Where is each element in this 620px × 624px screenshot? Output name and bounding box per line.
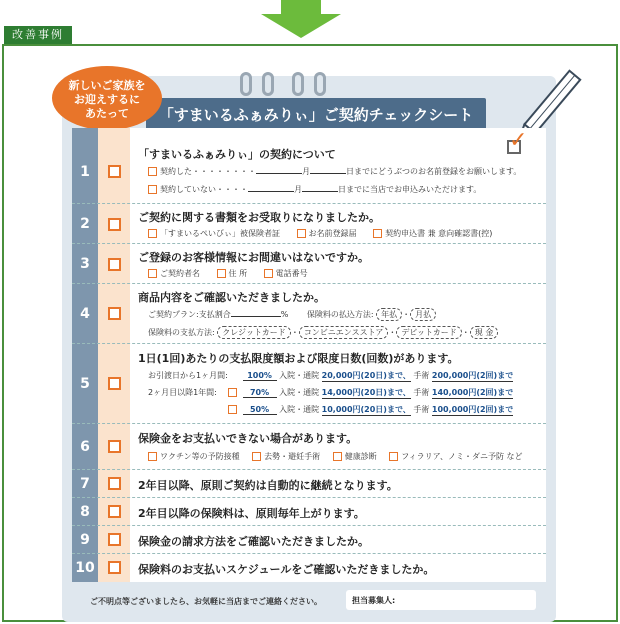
limit-line: 50% 入院・通院 10,000円(20日)まで、 手術 100,000円(2回)まで	[148, 404, 513, 416]
binder-ring	[262, 72, 274, 96]
limit-line: お引渡日から1ヶ月間: 100% 入院・通院 20,000円(20日)まで、 手術 200,000円(2回)まで	[148, 371, 514, 380]
checklist-row: 9 保険金の請求方法をご確認いただきましたか。	[72, 526, 546, 554]
checklist-row: 4 商品内容をご確認いただきましたか。 ご契約プラン:支払割合 % 保険料の払込方法: 年払 ・ 月払 保険料の支払方法: クレジットカード ・ コンビニエンスストア ・ デビットカード ・ 現 金	[72, 284, 546, 344]
row-checkbox[interactable]	[108, 165, 121, 178]
checklist-row: 3 ご登録のお客様情報にお間違いはないですか。 ご契約者名 住 所 電話番号	[72, 244, 546, 284]
option-line: 契約した・・・・・・・・ 月 日までにどうぶつのお名前登録をお願いします。	[148, 166, 521, 177]
new-family-badge: 新しいご家族を お迎えするに あたって	[52, 66, 162, 130]
row-checkbox[interactable]	[108, 377, 121, 390]
option-checkbox[interactable]	[148, 167, 157, 176]
checklist-row: 6 保険金をお支払いできない場合があります。 ワクチン等の予防接種 去勢・避妊手術 健康診断 フィラリア、ノミ・ダニ予防 など	[72, 424, 546, 470]
limit-line: 2ヶ月目以降1年間: 70% 入院・通院 14,000円(20日)まで、 手術 140,000円(2回)まで	[148, 388, 514, 397]
row-checkbox[interactable]	[108, 477, 121, 490]
row-checkbox[interactable]	[108, 258, 121, 271]
row-checkbox[interactable]	[108, 505, 121, 518]
checkmark-icon: ✓	[509, 128, 528, 153]
down-arrow-icon	[251, 0, 351, 38]
checklist-row: 2 ご契約に関する書類をお受取りになりましたか。 「すまいるぺいびぃ」被保険者証 お名前登録届 契約申込書 兼 意向確認書(控)	[72, 204, 546, 244]
row-checkbox[interactable]	[108, 307, 121, 320]
option-line: ご契約者名 住 所 電話番号	[148, 268, 308, 279]
staff-signature-field[interactable]: 担当募集人:	[346, 590, 536, 610]
option-line: 契約していない・・・・ 月 日までに当店でお申込みいただけます。	[148, 184, 481, 195]
binder-ring	[314, 72, 326, 96]
plan-line: ご契約プラン:支払割合 % 保険料の払込方法: 年払 ・ 月払	[148, 308, 436, 321]
row-checkbox[interactable]	[108, 440, 121, 453]
section-tag: 改善事例	[4, 26, 72, 44]
checklist-row: 5 1日(1回)あたりの支払限度額および限度日数(回数)があります。 お引渡日から1ヶ月間: 100% 入院・通院 20,000円(20日)まで、 手術 200,000円(2回)まで 2ヶ月目以降1年間: 70% 入院・通院 14,000円(20日)まで、 手術 140,000円(2回)まで 50% 入院・通院 10,000円(20日)まで、 手術 100,000円(2回)まで	[72, 344, 546, 424]
sheet-title: 「すまいるふぁみりぃ」ご契約チェックシート	[146, 98, 486, 132]
option-line: ワクチン等の予防接種 去勢・避妊手術 健康診断 フィラリア、ノミ・ダニ予防 など	[148, 451, 523, 462]
checklist-row: 10 保険料のお支払いスケジュールをご確認いただきましたか。	[75, 560, 435, 576]
binder-ring	[292, 72, 304, 96]
row-checkbox[interactable]	[108, 561, 121, 574]
option-line: 「すまいるぺいびぃ」被保険者証 お名前登録届 契約申込書 兼 意向確認書(控)	[148, 228, 492, 239]
binder-ring	[240, 72, 252, 96]
checklist-row: 7 2年目以降、原則ご契約は自動的に継続となります。	[72, 470, 546, 498]
method-line: 保険料の支払方法: クレジットカード ・ コンビニエンスストア ・ デビットカード ・ 現 金	[148, 326, 498, 339]
checklist-row: 1 「すまいるふぁみりぃ」の契約について 契約した・・・・・・・・ 月 日までにどうぶつのお名前登録をお願いします。 契約していない・・・・ 月 日までに当店でお申込みいただけます。	[72, 140, 546, 204]
checklist-row: 8 2年目以降の保険料は、原則毎年上がります。	[72, 498, 546, 526]
row-checkbox[interactable]	[108, 533, 121, 546]
row-checkbox[interactable]	[108, 218, 121, 231]
footer-note: ご不明点等ございましたら、お気軽に当店までご連絡ください。	[90, 597, 322, 606]
option-checkbox[interactable]	[148, 185, 157, 194]
